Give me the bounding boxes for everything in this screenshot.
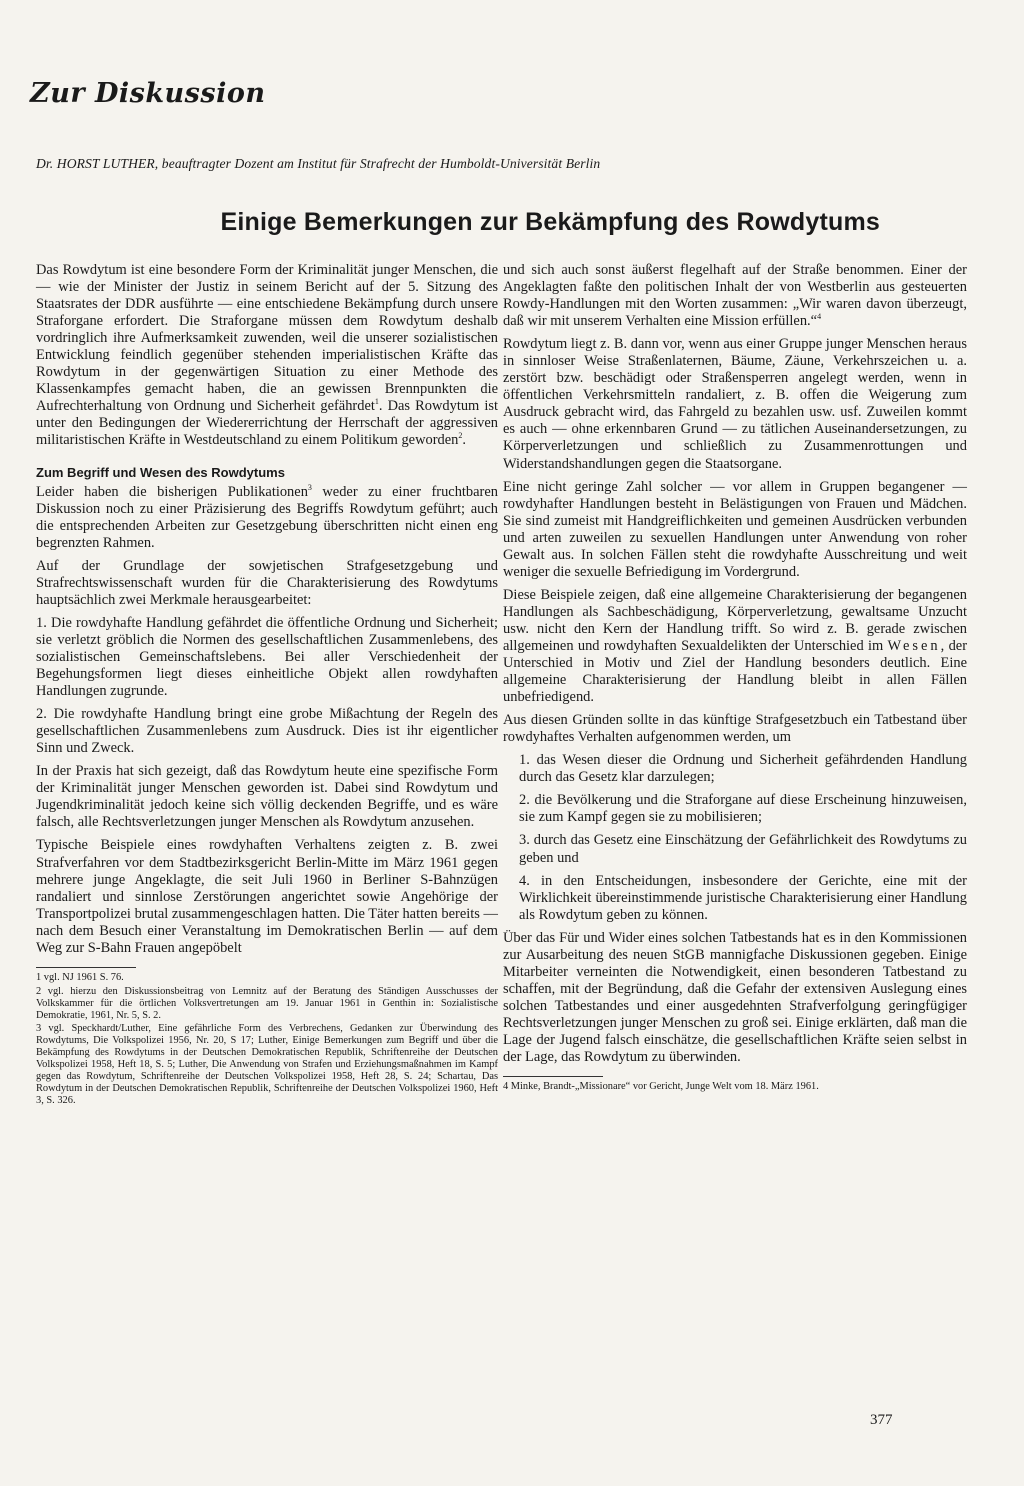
list-item: 2. die Bevölkerung und die Straforgane auf diese Erscheinung hinzuweisen, sie zum Kampf gegen sie zu mobilisieren; [519,792,967,826]
list-item: 4. in den Entscheidungen, insbesondere der Gerichte, eine mit der Wirklichkeit übereinstimmende juristische Charakterisierung einer Handlung als Rowdytum geben zu können. [519,872,967,923]
paragraph: Diese Beispiele zeigen, daß eine allgemeine Charakterisierung der begangenen Handlungen als Sachbeschädigung, Körperverletzung, gewaltsame Unzucht usw. nicht den Kern der Handlung trifft. So wird z. B. gerade zwischen allgemeinen und rowdyhaften Sexualdelikten der Unterschied im Wesen, der Unterschied in Motiv und Ziel der Handlung besonders deutlich. Eine allgemeine Charakterisierung der Handlung bleibt in allen Fällen unbefriedigend. [503,586,968,706]
footnote: 2 vgl. hierzu den Diskussionsbeitrag von Lemnitz auf der Beratung des Ständigen Ausschusses der Volkskammer für die örtlichen Volksvertretungen am 19. Januar 1961 in Genthin in: Sozialistische Demokratie, 1961, Nr. 5, S. 2. [36,985,498,1021]
paragraph: Auf der Grundlage der sowjetischen Strafgesetzgebung und Strafrechtswissenschaft wurden für die Charakterisierung des Rowdytums hauptsächlich zwei Merkmale herausgearbeitet: [36,557,498,608]
paragraph: Aus diesen Gründen sollte in das künftige Strafgesetzbuch ein Tatbestand über rowdyhaftes Verhalten aufgenommen werden, um [503,712,967,746]
paragraph: In der Praxis hat sich gezeigt, daß das Rowdytum heute eine spezifische Form der Kriminalität junger Menschen geworden ist. Dabei sind Rowdytum und Jugendkriminalität jedoch keine sich völlig deckenden Begriffe, und es wäre falsch, alle Rechtsverletzungen junger Menschen als Rowdytum anzusehen. [36,763,498,831]
footnote: 1 vgl. NJ 1961 S. 76. [36,971,124,983]
footnote: 4 Minke, Brandt-„Missionare“ vor Gericht, Junge Welt vom 18. März 1961. [503,1081,819,1093]
paragraph: Über das Für und Wider eines solchen Tatbestands hat es in den Kommissionen zur Ausarbeitung des neuen StGB mannigfache Diskussionen gegeben. Einige Mitarbeiter verneinten die Notwendigkeit, einen besonderen Tatbestand zu schaffen, mit der Begründung, daß die Gefahr der extensiven Auslegung eines solchen Tatbestandes und einer ausgedehnten Strafverfolgung geringfügiger Rechtsverletzungen junger Menschen zu groß sei. Einige erklärten, daß man die Lage der Jugend falsch einschätze, die gesellschaftlichen Kräfte seien selbst in der Lage, das Rowdytum zu überwinden. [503,929,967,1066]
right-column [503,262,967,1095]
list-item: 1. Die rowdyhafte Handlung gefährdet die öffentliche Ordnung und Sicherheit; sie verletzt gröblich die Normen des gesellschaftlichen Zusammenlebens, des sozialistischen Gemeinschaftslebens. Bei aller Verschiedenheit der Begehungsformen liegt dieses einheitliche Objekt allen rowdyhaften Handlungen zugrunde. [36,614,498,700]
list-item: 3. durch das Gesetz eine Einschätzung der Gefährlichkeit des Rowdytums zu geben und [519,832,967,866]
paragraph: Rowdytum liegt z. B. dann vor, wenn aus einer Gruppe junger Menschen heraus in sinnloser Weise Straßenlaternen, Bäume, Zäune, Verkehrszeichen u. a. zerstört bzw. beschädigt oder Straßensperren angelegt werden, wenn in öffentlichen Verkehrsmitteln randaliert, z. B. offen die Weigerung zum Ausdruck gebracht wird, das Fahrgeld zu bezahlen usw. usf. Zuweilen kommt es auch — ohne erkennbaren Grund — zu tätlichen Auseinandersetzungen, zu Körperverletzungen und schließlich zu Zusammenrottungen und Widerstandshandlungen gegen die Staatsorgane. [503,336,967,472]
footnote-divider [36,967,136,968]
paragraph: Eine nicht geringe Zahl solcher — vor allem in Gruppen begangener — rowdyhafter Handlungen besteht in Belästigungen von Frauen und Mädchen. Sie sind zumeist mit Handgreiflichkeiten und gemeinen Ausdrücken verbunden und arten zuweilen zu sexuellen Handlungen unter Anwendung von roher Gewalt aus. In solchen Fällen steht die rowdyhafte Ausschreitung und weit weniger die sexuelle Befriedigung im Vordergrund. [503,478,967,580]
author-line: Dr. HORST LUTHER, beauftragter Dozent am Institut für Strafrecht der Humboldt-Universität Berlin [36,156,601,171]
footnote: 3 vgl. Speckhardt/Luther, Eine gefährliche Form des Verbrechens, Gedanken zur Überwindung des Rowdytums, Die Volkspolizei 1956, Nr. 20, S 17; Luther, Einige Bemerkungen zum Begriff und über die Bekämpfung des Rowdytums in der Deutschen Demokratischen Republik, Schriftenreihe der Deutschen Volkspolizei 1958, Heft 18, S. 5; Luther, Die Anwendung von Strafen und Erziehungsmaßnahmen im Kampf gegen das Rowdytum, Schriftenreihe der Deutschen Volkspolizei 1958, Heft 28, S. 24; Schartau, Das Rowdytum in der Deutschen Demokratischen Republik, Schriftenreihe der Deutschen Volkspolizei 1960, Heft 3, S. 326. [36,1023,498,1106]
left-column [36,262,498,1109]
paragraph: Leider haben die bisherigen Publikationen$^3$ weder zu einer fruchtbaren Diskussion noch zu einer Präzisierung des Begriffs Rowdytum geführt; auch die entsprechenden Arbeiten zur Gesetzgebung überschritten nicht einen eng begrenzten Rahmen. [36,482,498,551]
paragraph: und sich auch sonst äußerst flegelhaft auf der Straße benommen. Einer der Angeklagten faßte den politischen Inhalt der von Westberlin aus gesteuerten Rowdy-Handlungen mit den Worten zusammen: „Wir waren davon überzeugt, daß wir mit unserem Verhalten eine Mission erfüllen.“$^4$ [503,262,967,330]
paragraph: Das Rowdytum ist eine besondere Form der Kriminalität junger Menschen, die — wie der Minister der Justiz in seinem Bericht auf der 5. Sitzung des Staatsrates der DDR ausführte — eine entschiedene Bekämpfung durch unsere Straforgane erfordert. Die Straforgane müssen dem Rowdytum deshalb vordringlich ihre Aufmerksamkeit zuwenden, weil die unserer sozialistischen Entwicklung feindlich gegenüber stehenden imperialistischen Kräfte das Rowdytum in der gegenwärtigen Situation zu einer Methode des Klassenkampfes gemacht haben, die an gewissen Brennpunkten die Aufrechterhaltung von Ordnung und Sicherheit gefährdet$^1$. Das Rowdytum ist unter den Bedingungen der Wiedererrichtung der Herrschaft der aggressiven militaristischen Kräfte in Westdeutschland zu einem Politikum geworden$^2$. [36,262,498,449]
list-item: 2. Die rowdyhafte Handlung bringt eine grobe Mißachtung der Regeln des gesellschaftlichen Zusammenlebens zum Ausdruck. Dies ist ihr eigentlicher Sinn und Zweck. [36,706,498,757]
section-title: Zur Diskussion [30,78,266,109]
paragraph: Typische Beispiele eines rowdyhaften Verhaltens zeigten z. B. zwei Strafverfahren vor dem Stadtbezirksgericht Berlin-Mitte im März 1961 gegen mehrere junge Angeklagte, die seit Juli 1960 in Berliner S-Bahnzügen randaliert und sinnlose Zerstörungen angerichtet sowie Angehörige der Transportpolizei brutal zusammengeschlagen hatten. Die Täter hatten bereits — nach dem Besuch einer Veranstaltung im Demokratischen Berlin — auf dem Weg zur S-Bahn Frauen angepöbelt [36,837,498,956]
footnote-divider [503,1076,603,1077]
list-item: 1. das Wesen dieser die Ordnung und Sicherheit gefährdenden Handlung durch das Gesetz klar darzulegen; [519,752,967,786]
article-headline: Einige Bemerkungen zur Bekämpfung des Rowdytums [220,208,880,236]
page-number: 377 [870,1412,893,1428]
subheading: Zum Begriff und Wesen des Rowdytums [36,464,285,480]
